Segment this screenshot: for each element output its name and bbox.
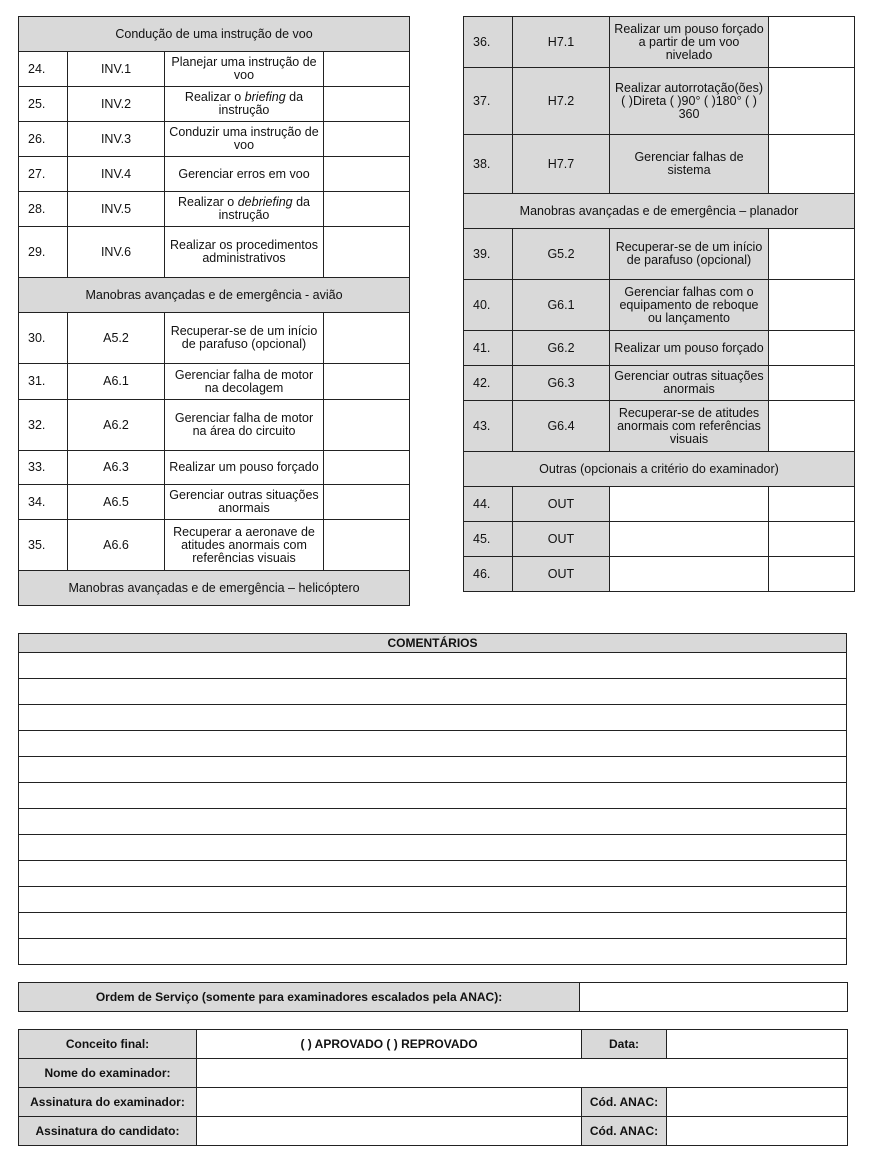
section-title: Manobras avançadas e de emergência – helicóptero — [19, 571, 410, 606]
comment-line[interactable] — [19, 653, 847, 679]
comment-line-row — [19, 731, 847, 757]
right-checklist-table — [463, 16, 855, 592]
grade-cell[interactable] — [324, 313, 410, 364]
item-number: 41. — [464, 331, 513, 366]
table-row — [464, 522, 855, 557]
item-code: OUT — [513, 487, 610, 522]
grade-cell[interactable] — [769, 17, 855, 68]
item-code: G6.1 — [513, 280, 610, 331]
table-row — [19, 364, 410, 400]
examiner-anac-code-field[interactable] — [667, 1088, 848, 1117]
item-code: INV.1 — [68, 52, 165, 87]
comment-line[interactable] — [19, 757, 847, 783]
table-row — [19, 400, 410, 451]
table-row — [19, 227, 410, 278]
item-number: 32. — [19, 400, 68, 451]
grade-cell[interactable] — [324, 157, 410, 192]
table-row — [464, 557, 855, 592]
comment-line-row — [19, 783, 847, 809]
grade-cell[interactable] — [769, 557, 855, 592]
table-row — [19, 192, 410, 227]
section-header — [464, 452, 855, 487]
grade-cell[interactable] — [769, 487, 855, 522]
item-number: 30. — [19, 313, 68, 364]
item-code: INV.3 — [68, 122, 165, 157]
final-grade-label: Conceito final: — [19, 1030, 197, 1059]
item-number: 31. — [19, 364, 68, 400]
item-description: Realizar um pouso forçado — [165, 451, 324, 485]
item-code: G6.4 — [513, 401, 610, 452]
item-code: G6.2 — [513, 331, 610, 366]
item-number: 37. — [464, 68, 513, 135]
section-title: Manobras avançadas e de emergência – planador — [464, 194, 855, 229]
table-row — [464, 135, 855, 194]
examiner-name-field[interactable] — [197, 1059, 848, 1088]
table-row — [19, 451, 410, 485]
item-number: 44. — [464, 487, 513, 522]
comment-line[interactable] — [19, 679, 847, 705]
comment-line-row — [19, 705, 847, 731]
grade-cell[interactable] — [769, 229, 855, 280]
table-row — [464, 280, 855, 331]
table-row — [19, 87, 410, 122]
item-description: Conduzir uma instrução de voo — [165, 122, 324, 157]
item-code: A6.2 — [68, 400, 165, 451]
comment-line[interactable] — [19, 861, 847, 887]
table-row — [464, 68, 855, 135]
item-code: A6.3 — [68, 451, 165, 485]
examiner-signature-field[interactable] — [197, 1088, 582, 1117]
item-code: INV.5 — [68, 192, 165, 227]
grade-cell[interactable] — [769, 68, 855, 135]
comment-line-row — [19, 887, 847, 913]
date-label: Data: — [582, 1030, 667, 1059]
grade-cell[interactable] — [769, 366, 855, 401]
item-code: H7.1 — [513, 17, 610, 68]
comments-title: COMENTÁRIOS — [19, 634, 847, 653]
item-description: Realizar o debriefing da instrução — [165, 192, 324, 227]
item-description: Recuperar a aeronave de atitudes anormais com referências visuais — [165, 520, 324, 571]
grade-cell[interactable] — [769, 135, 855, 194]
item-description-field[interactable] — [610, 522, 769, 557]
service-order-label: Ordem de Serviço (somente para examinadores escalados pela ANAC): — [19, 983, 580, 1012]
grade-cell[interactable] — [769, 280, 855, 331]
item-code: A5.2 — [68, 313, 165, 364]
comment-line[interactable] — [19, 835, 847, 861]
grade-cell[interactable] — [324, 52, 410, 87]
item-number: 25. — [19, 87, 68, 122]
item-description: Gerenciar erros em voo — [165, 157, 324, 192]
comment-line-row — [19, 861, 847, 887]
item-number: 45. — [464, 522, 513, 557]
grade-cell[interactable] — [324, 227, 410, 278]
table-row — [19, 122, 410, 157]
item-description: Recuperar-se de atitudes anormais com referências visuais — [610, 401, 769, 452]
item-code: A6.6 — [68, 520, 165, 571]
item-description: Realizar um pouso forçado — [610, 331, 769, 366]
table-row — [464, 366, 855, 401]
grade-cell[interactable] — [324, 485, 410, 520]
item-number: 27. — [19, 157, 68, 192]
grade-cell[interactable] — [324, 400, 410, 451]
item-number: 40. — [464, 280, 513, 331]
table-row — [464, 331, 855, 366]
comments-table — [18, 633, 847, 965]
final-result-table — [18, 1029, 848, 1146]
table-row — [19, 157, 410, 192]
item-description: Realizar autorrotação(ões) ( )Direta ( )90° ( )180° ( ) 360 — [610, 68, 769, 135]
grade-cell[interactable] — [769, 331, 855, 366]
item-code: G5.2 — [513, 229, 610, 280]
item-code: A6.1 — [68, 364, 165, 400]
examiner-signature-row — [19, 1088, 848, 1117]
left-checklist-table — [18, 16, 410, 606]
comment-line-row — [19, 913, 847, 939]
final-grade-row — [19, 1030, 848, 1059]
table-row — [464, 17, 855, 68]
item-description-field[interactable] — [610, 487, 769, 522]
grade-cell[interactable] — [324, 122, 410, 157]
item-number: 33. — [19, 451, 68, 485]
grade-cell[interactable] — [324, 192, 410, 227]
comment-line[interactable] — [19, 913, 847, 939]
item-number: 35. — [19, 520, 68, 571]
item-description: Recuperar-se de um início de parafuso (opcional) — [610, 229, 769, 280]
candidate-signature-field[interactable] — [197, 1117, 582, 1146]
examiner-name-label: Nome do examinador: — [19, 1059, 197, 1088]
item-number: 34. — [19, 485, 68, 520]
item-description: Gerenciar falha de motor na decolagem — [165, 364, 324, 400]
emphasized-term: debriefing — [237, 195, 293, 209]
grade-cell[interactable] — [324, 87, 410, 122]
grade-cell[interactable] — [769, 401, 855, 452]
comment-line[interactable] — [19, 809, 847, 835]
comment-line-row — [19, 835, 847, 861]
candidate-signature-row — [19, 1117, 848, 1146]
item-number: 36. — [464, 17, 513, 68]
section-header — [464, 194, 855, 229]
comment-line[interactable] — [19, 887, 847, 913]
service-order-table — [18, 982, 848, 1012]
comment-line-row — [19, 679, 847, 705]
table-row — [19, 313, 410, 364]
section-header — [19, 278, 410, 313]
anac-code-label: Cód. ANAC: — [582, 1117, 667, 1146]
item-code: INV.2 — [68, 87, 165, 122]
table-row — [19, 52, 410, 87]
item-description: Gerenciar outras situações anormais — [165, 485, 324, 520]
item-number: 46. — [464, 557, 513, 592]
comments-header-row — [19, 634, 847, 653]
item-number: 29. — [19, 227, 68, 278]
item-description: Gerenciar falhas com o equipamento de reboque ou lançamento — [610, 280, 769, 331]
service-order-row — [19, 983, 848, 1012]
item-number: 28. — [19, 192, 68, 227]
comment-line[interactable] — [19, 705, 847, 731]
comment-line[interactable] — [19, 939, 847, 965]
section-header — [19, 571, 410, 606]
item-description: Realizar os procedimentos administrativos — [165, 227, 324, 278]
item-description: Recuperar-se de um início de parafuso (opcional) — [165, 313, 324, 364]
comment-line-row — [19, 653, 847, 679]
item-code: OUT — [513, 557, 610, 592]
item-number: 42. — [464, 366, 513, 401]
candidate-anac-code-field[interactable] — [667, 1117, 848, 1146]
item-number: 38. — [464, 135, 513, 194]
anac-code-label: Cód. ANAC: — [582, 1088, 667, 1117]
emphasized-term: briefing — [244, 90, 286, 104]
item-code: H7.2 — [513, 68, 610, 135]
grade-cell[interactable] — [769, 522, 855, 557]
item-description: Gerenciar falha de motor na área do circuito — [165, 400, 324, 451]
item-number: 24. — [19, 52, 68, 87]
examiner-signature-label: Assinatura do examinador: — [19, 1088, 197, 1117]
item-code: H7.7 — [513, 135, 610, 194]
item-code: INV.4 — [68, 157, 165, 192]
section-title: Manobras avançadas e de emergência - avião — [19, 278, 410, 313]
grade-cell[interactable] — [324, 364, 410, 400]
candidate-signature-label: Assinatura do candidato: — [19, 1117, 197, 1146]
comment-line[interactable] — [19, 783, 847, 809]
item-code: G6.3 — [513, 366, 610, 401]
final-grade-options[interactable]: ( ) APROVADO ( ) REPROVADO — [197, 1030, 582, 1059]
date-field[interactable] — [667, 1030, 848, 1059]
item-code: INV.6 — [68, 227, 165, 278]
table-row — [464, 401, 855, 452]
item-number: 39. — [464, 229, 513, 280]
item-code: OUT — [513, 522, 610, 557]
section-title: Outras (opcionais a critério do examinador) — [464, 452, 855, 487]
item-number: 26. — [19, 122, 68, 157]
grade-cell[interactable] — [324, 451, 410, 485]
item-description: Realizar um pouso forçado a partir de um voo nivelado — [610, 17, 769, 68]
item-number: 43. — [464, 401, 513, 452]
service-order-field[interactable] — [580, 983, 848, 1012]
section-header — [19, 17, 410, 52]
grade-cell[interactable] — [324, 520, 410, 571]
comment-line-row — [19, 939, 847, 965]
comment-line[interactable] — [19, 731, 847, 757]
item-code: A6.5 — [68, 485, 165, 520]
item-description: Planejar uma instrução de voo — [165, 52, 324, 87]
comment-line-row — [19, 757, 847, 783]
section-title: Condução de uma instrução de voo — [19, 17, 410, 52]
table-row — [464, 229, 855, 280]
item-description: Realizar o briefing da instrução — [165, 87, 324, 122]
table-row — [464, 487, 855, 522]
table-row — [19, 485, 410, 520]
examiner-name-row — [19, 1059, 848, 1088]
item-description-field[interactable] — [610, 557, 769, 592]
item-description: Gerenciar outras situações anormais — [610, 366, 769, 401]
comment-line-row — [19, 809, 847, 835]
table-row — [19, 520, 410, 571]
item-description: Gerenciar falhas de sistema — [610, 135, 769, 194]
